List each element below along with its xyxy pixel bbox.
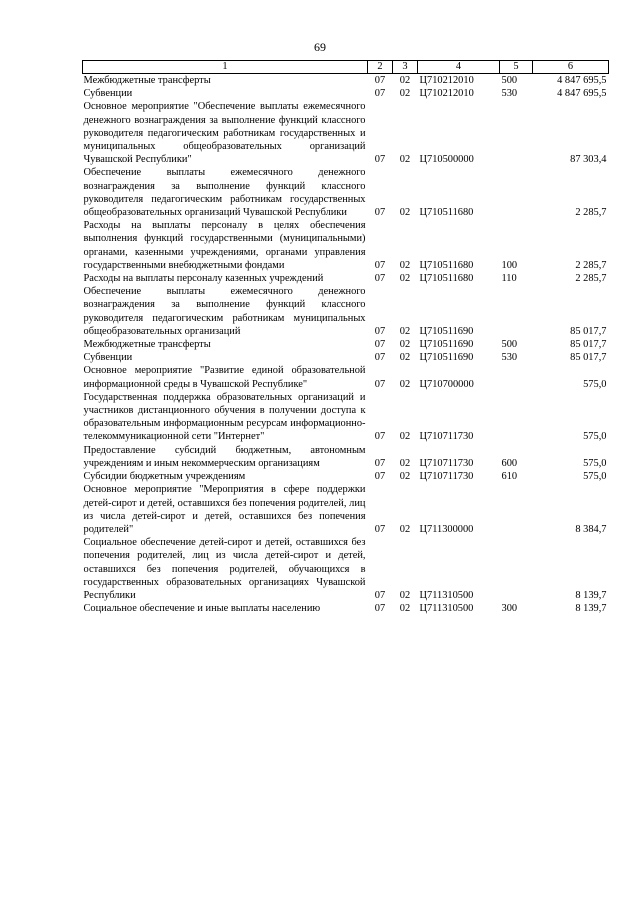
header-col-6: 6 bbox=[533, 61, 609, 74]
row-name: Обеспечение выплаты ежемесячного денежного вознаграждения за выполнение функций классного руководителя педагогическим работникам муниципальных общеобразовательных организаций bbox=[83, 286, 366, 337]
table-row bbox=[83, 285, 609, 338]
page-number: 69 bbox=[314, 40, 326, 54]
row-expense-type: 100 bbox=[501, 259, 518, 271]
row-subsection: 02 bbox=[399, 259, 411, 271]
table-row bbox=[83, 338, 609, 351]
row-amount: 8 384,7 bbox=[575, 523, 607, 535]
row-subsection: 02 bbox=[399, 339, 411, 351]
row-name: Предоставление субсидий бюджетным, автономным учреждениям и иным некоммерческим организациям bbox=[83, 444, 366, 469]
header-col-3: 3 bbox=[393, 61, 418, 74]
row-amount: 2 285,7 bbox=[575, 259, 607, 271]
row-subsection: 02 bbox=[399, 523, 411, 535]
row-subsection: 02 bbox=[399, 154, 411, 166]
row-name: Субвенции bbox=[83, 352, 133, 364]
table-row bbox=[83, 602, 609, 615]
row-name: Основное мероприятие "Развитие единой образовательной информационной среды в Чувашской Республике" bbox=[83, 365, 366, 390]
row-subsection: 02 bbox=[399, 88, 411, 100]
row-target-code: Ц710711730 bbox=[419, 471, 474, 483]
row-expense-type: 500 bbox=[501, 339, 518, 351]
row-subsection: 02 bbox=[399, 273, 411, 285]
table-row bbox=[83, 470, 609, 483]
row-name: Расходы на выплаты персоналу казенных учреждений bbox=[83, 273, 324, 285]
row-amount: 575,0 bbox=[583, 471, 607, 483]
table-row bbox=[83, 483, 609, 536]
row-section: 07 bbox=[374, 75, 386, 86]
row-target-code: Ц710511690 bbox=[419, 352, 474, 364]
row-expense-type: 610 bbox=[501, 471, 518, 483]
row-amount: 85 017,7 bbox=[570, 352, 607, 364]
row-subsection: 02 bbox=[399, 75, 411, 86]
row-target-code: Ц711300000 bbox=[419, 523, 474, 535]
row-expense-type: 110 bbox=[501, 273, 517, 285]
row-section: 07 bbox=[374, 207, 386, 219]
row-expense-type bbox=[500, 536, 533, 602]
row-subsection: 02 bbox=[399, 589, 411, 601]
row-section: 07 bbox=[374, 325, 386, 337]
row-subsection: 02 bbox=[399, 207, 411, 219]
row-name: Социальное обеспечение и иные выплаты населению bbox=[83, 603, 321, 615]
row-expense-type bbox=[500, 166, 533, 219]
row-name: Субвенции bbox=[83, 88, 133, 100]
row-name: Расходы на выплаты персоналу в целях обеспечения выполнения функций государственными (муниципальными) органами, казенными учреждениями, органами управления государственными внебюджетными фондами bbox=[83, 220, 366, 271]
row-subsection: 02 bbox=[399, 431, 411, 443]
row-amount: 85 017,7 bbox=[570, 339, 607, 351]
table-row bbox=[83, 364, 609, 390]
row-target-code: Ц710511690 bbox=[419, 325, 474, 337]
row-amount: 8 139,7 bbox=[575, 603, 607, 615]
row-expense-type: 500 bbox=[501, 75, 518, 86]
table-header-row bbox=[83, 61, 609, 74]
row-section: 07 bbox=[374, 523, 386, 535]
row-section: 07 bbox=[374, 273, 386, 285]
row-amount: 575,0 bbox=[583, 431, 607, 443]
row-expense-type: 600 bbox=[501, 457, 518, 469]
row-section: 07 bbox=[374, 259, 386, 271]
row-expense-type bbox=[500, 391, 533, 444]
row-section: 07 bbox=[374, 603, 386, 615]
row-name: Межбюджетные трансферты bbox=[83, 75, 211, 86]
row-section: 07 bbox=[374, 352, 386, 364]
row-section: 07 bbox=[374, 589, 386, 601]
row-target-code: Ц710700000 bbox=[419, 378, 474, 390]
row-amount: 2 285,7 bbox=[575, 273, 607, 285]
row-expense-type bbox=[500, 285, 533, 338]
table-row bbox=[83, 219, 609, 272]
header-col-5: 5 bbox=[500, 61, 533, 74]
row-target-code: Ц710511690 bbox=[419, 339, 474, 351]
row-name: Субсидии бюджетным учреждениям bbox=[83, 471, 246, 483]
row-amount: 575,0 bbox=[583, 378, 607, 390]
row-amount: 8 139,7 bbox=[575, 589, 607, 601]
row-name: Государственная поддержка образовательных организаций и участников дистанционного обучения в получении доступа к образовательным информационным ресурсам информационно-телекоммуникационной сети "Интернет" bbox=[83, 391, 366, 443]
row-subsection: 02 bbox=[399, 457, 411, 469]
table-row bbox=[83, 74, 609, 88]
row-target-code: Ц710212010 bbox=[419, 75, 474, 86]
row-target-code: Ц710511680 bbox=[419, 207, 474, 219]
row-section: 07 bbox=[374, 457, 386, 469]
header-col-2: 2 bbox=[368, 61, 393, 74]
row-amount: 85 017,7 bbox=[570, 325, 607, 337]
row-expense-type: 300 bbox=[501, 603, 518, 615]
table-row bbox=[83, 272, 609, 285]
row-amount: 575,0 bbox=[583, 457, 607, 469]
row-section: 07 bbox=[374, 378, 386, 390]
table-row bbox=[83, 391, 609, 444]
row-subsection: 02 bbox=[399, 352, 411, 364]
row-section: 07 bbox=[374, 339, 386, 351]
row-target-code: Ц710511680 bbox=[419, 273, 474, 285]
row-name: Социальное обеспечение детей-сирот и детей, оставшихся без попечения родителей, лиц из числа детей-сирот и детей, оставшихся без попечения родителей, обучающихся в государственных образовательных организациях Чувашской Республики bbox=[83, 537, 366, 601]
row-subsection: 02 bbox=[399, 603, 411, 615]
row-target-code: Ц710212010 bbox=[419, 88, 474, 100]
row-expense-type: 530 bbox=[501, 352, 518, 364]
row-amount: 2 285,7 bbox=[575, 207, 607, 219]
table-row bbox=[83, 100, 609, 166]
row-section: 07 bbox=[374, 471, 386, 483]
row-expense-type bbox=[500, 483, 533, 536]
table-row bbox=[83, 536, 609, 602]
table-row bbox=[83, 444, 609, 470]
row-target-code: Ц710500000 bbox=[419, 154, 474, 166]
row-amount: 87 303,4 bbox=[570, 154, 607, 166]
row-name: Межбюджетные трансферты bbox=[83, 339, 211, 351]
row-target-code: Ц710711730 bbox=[419, 457, 474, 469]
row-expense-type bbox=[500, 100, 533, 166]
table-row bbox=[83, 351, 609, 364]
row-expense-type bbox=[500, 364, 533, 390]
row-section: 07 bbox=[374, 88, 386, 100]
row-amount: 4 847 695,5 bbox=[557, 75, 607, 86]
row-section: 07 bbox=[374, 154, 386, 166]
header-col-1: 1 bbox=[83, 61, 368, 74]
budget-table bbox=[82, 60, 609, 615]
row-amount: 4 847 695,5 bbox=[557, 88, 607, 100]
row-expense-type: 530 bbox=[501, 88, 518, 100]
table-row bbox=[83, 166, 609, 219]
row-subsection: 02 bbox=[399, 471, 411, 483]
table-body bbox=[83, 74, 609, 616]
row-subsection: 02 bbox=[399, 378, 411, 390]
row-target-code: Ц710511680 bbox=[419, 259, 474, 271]
header-col-4: 4 bbox=[418, 61, 500, 74]
row-subsection: 02 bbox=[399, 325, 411, 337]
table-row bbox=[83, 87, 609, 100]
row-target-code: Ц710711730 bbox=[419, 431, 474, 443]
row-section: 07 bbox=[374, 431, 386, 443]
row-name: Основное мероприятие "Обеспечение выплаты ежемесячного денежного вознаграждения за выполнение функций классного руководителя педагогическим работникам государственных и муниципальных общеобразовательных организаций Чувашской Республики" bbox=[83, 101, 366, 166]
row-target-code: Ц711310500 bbox=[419, 603, 474, 615]
row-name: Основное мероприятие "Мероприятия в сфере поддержки детей-сирот и детей, оставшихся без попечения родителей, лиц из числа детей-сирот и детей, оставшихся без попечения родителей" bbox=[83, 484, 366, 535]
row-name: Обеспечение выплаты ежемесячного денежного вознаграждения за выполнение функций классного руководителя педагогическим работникам государственных общеобразовательных организаций Чувашской Республики bbox=[83, 167, 366, 219]
row-target-code: Ц711310500 bbox=[419, 589, 474, 601]
